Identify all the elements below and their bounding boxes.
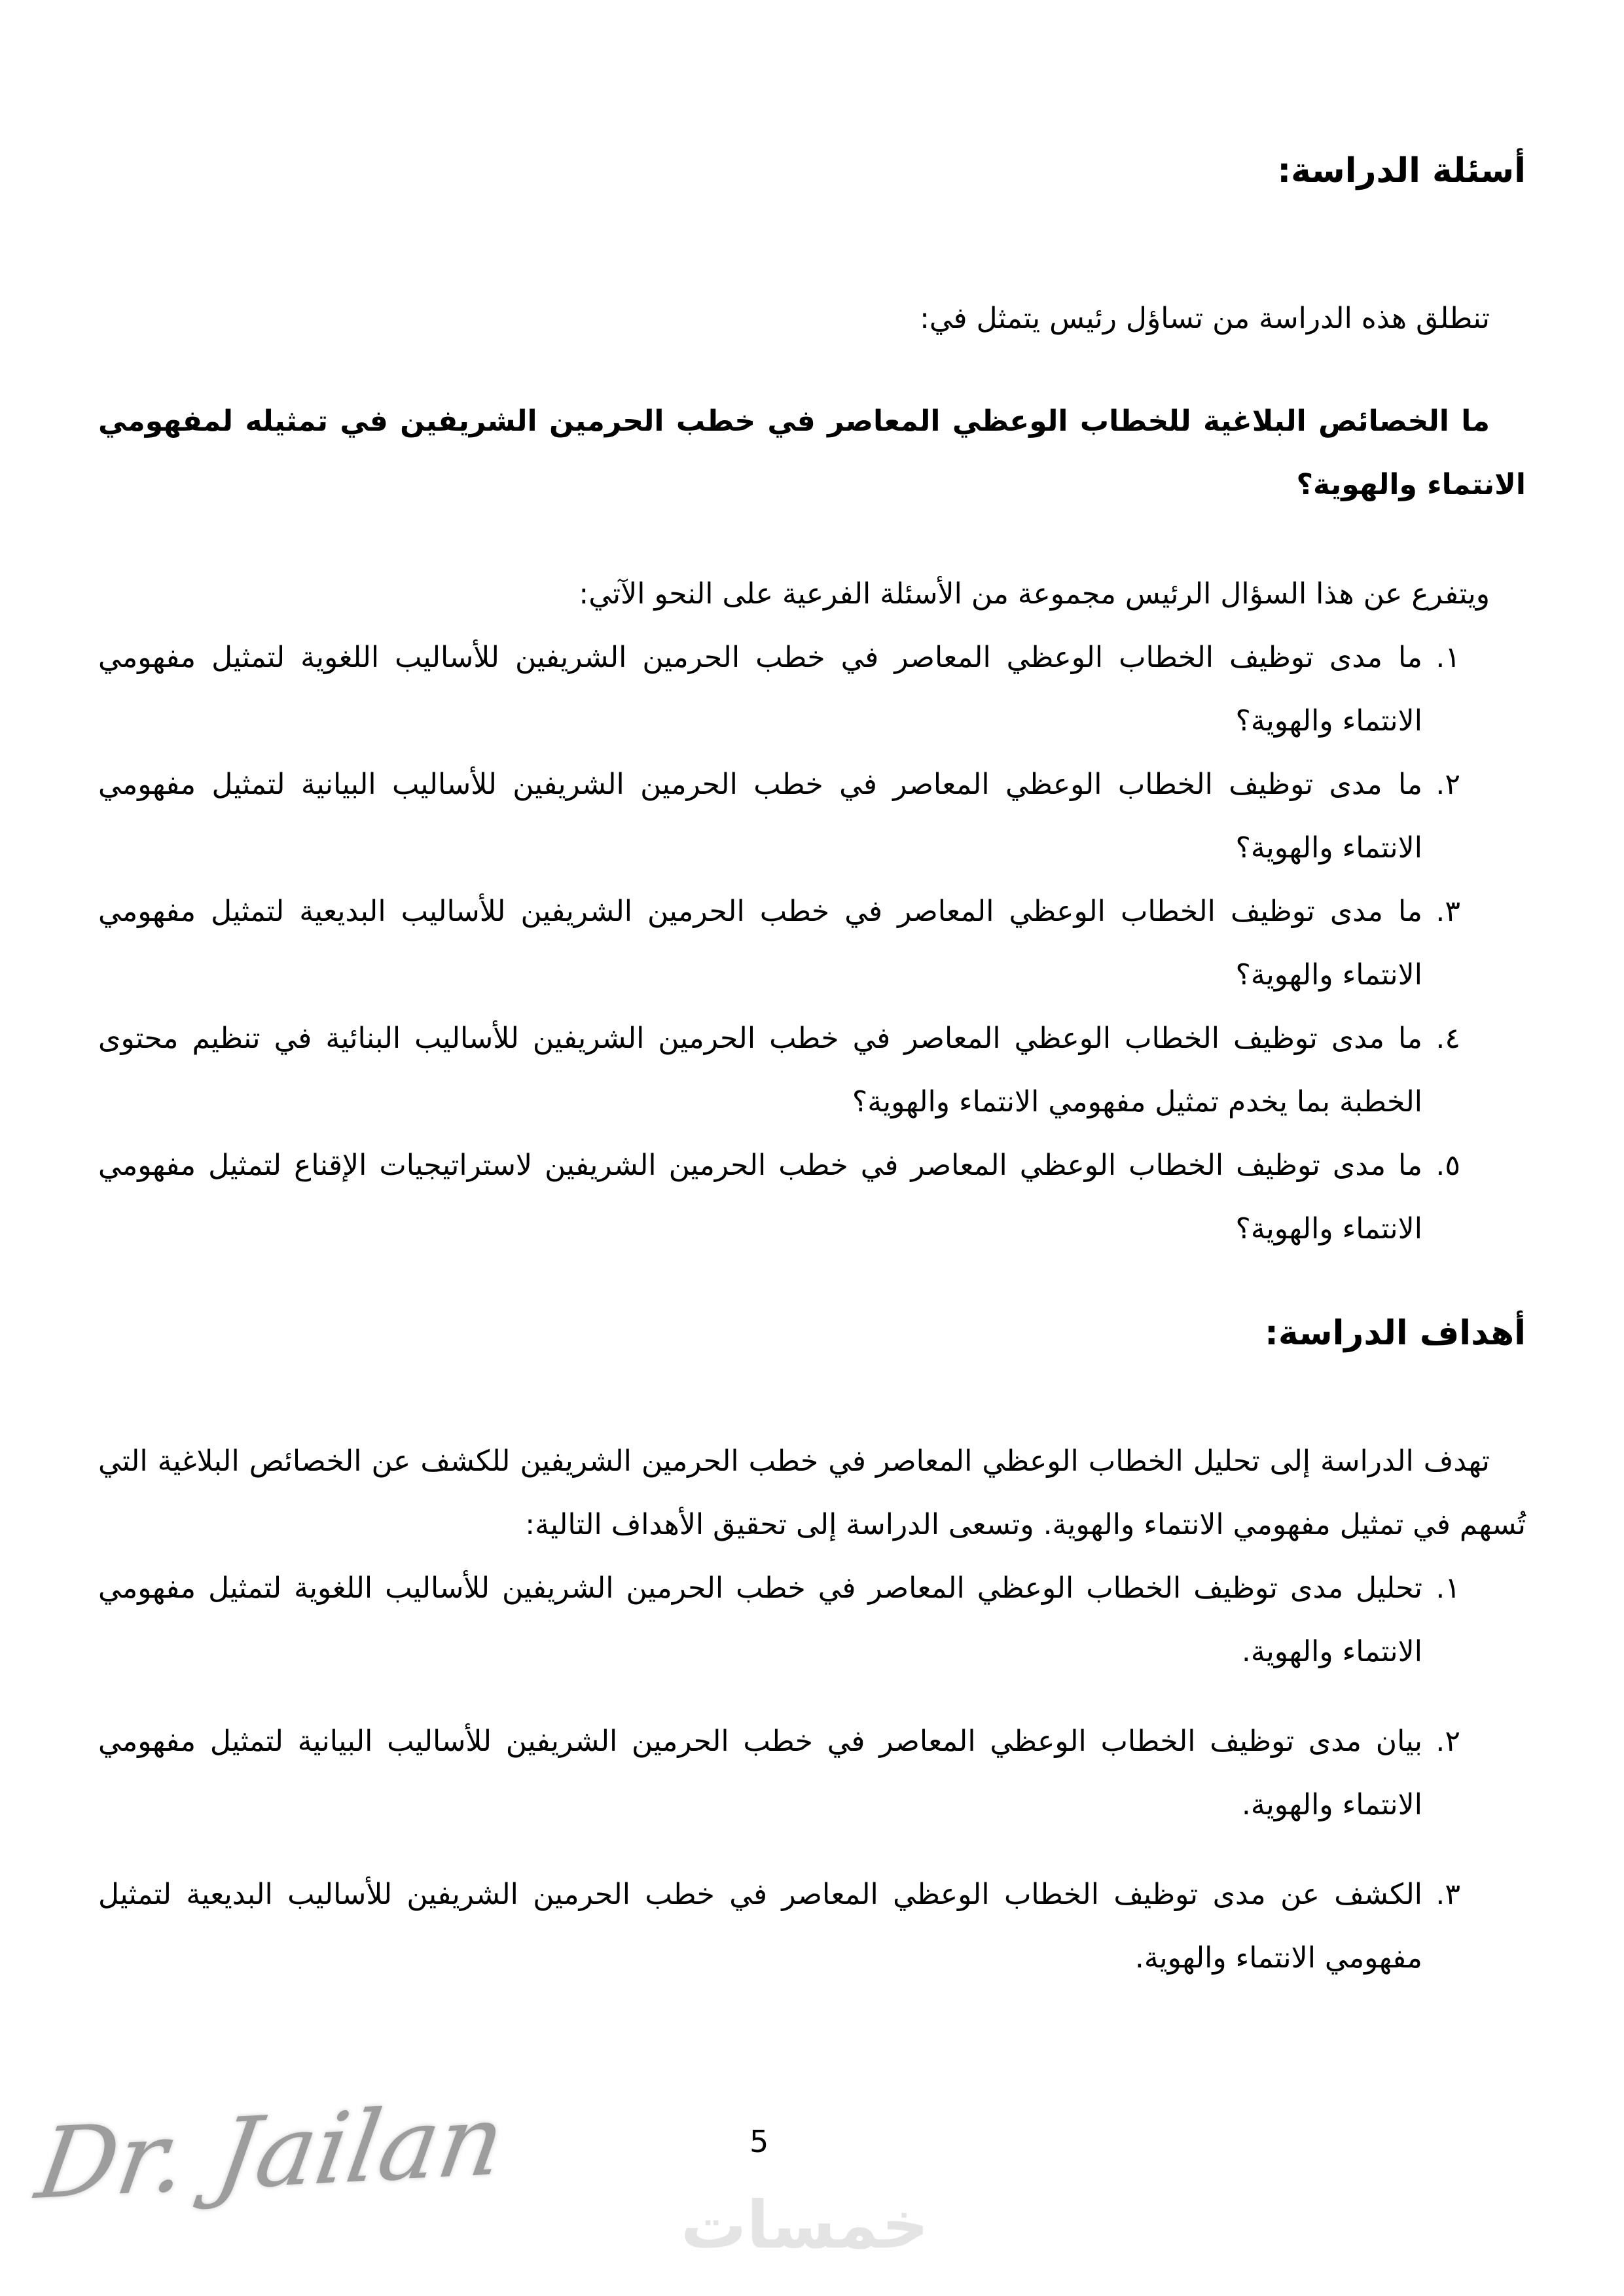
list-item-text: ما مدى توظيف الخطاب الوعظي المعاصر في خطب الحرمين الشريفين للأساليب اللغوية لتمثيل مفهومي الانتماء والهوية؟ [98, 640, 1422, 738]
main-research-question: ما الخصائص البلاغية للخطاب الوعظي المعاصر في خطب الحرمين الشريفين في تمثيله لمفهومي الانتماء والهوية؟ [98, 404, 1526, 501]
list-item-number: ١. [1435, 640, 1460, 674]
list-item-text: ما مدى توظيف الخطاب الوعظي المعاصر في خطب الحرمين الشريفين للأساليب البديعية لتمثيل مفهومي الانتماء والهوية؟ [98, 894, 1422, 992]
objectives-heading: أهداف الدراسة: [1265, 1313, 1526, 1353]
list-item-text: تحليل مدى توظيف الخطاب الوعظي المعاصر في خطب الحرمين الشريفين للأساليب اللغوية لتمثيل مفهومي الانتماء والهوية. [98, 1571, 1422, 1668]
list-item [98, 753, 1460, 880]
list-item-text: ما مدى توظيف الخطاب الوعظي المعاصر في خطب الحرمين الشريفين للأساليب البيانية لتمثيل مفهومي الانتماء والهوية؟ [98, 767, 1422, 865]
list-item-text: الكشف عن مدى توظيف الخطاب الوعظي المعاصر في خطب الحرمين الشريفين للأساليب البديعية لتمثيل مفهومي الانتماء والهوية. [98, 1877, 1422, 1975]
objectives-list [98, 1556, 1460, 1990]
list-item-number: ٣. [1435, 1877, 1460, 1911]
objectives-intro: تهدف الدراسة إلى تحليل الخطاب الوعظي المعاصر في خطب الحرمين الشريفين للكشف عن الخصائص البلاغية التي تُسهم في تمثيل مفهومي الانتماء والهوية. وتسعى الدراسة إلى تحقيق الأهداف التالية: [98, 1444, 1526, 1541]
study-questions-heading: أسئلة الدراسة: [1277, 151, 1526, 190]
list-item [98, 1710, 1460, 1837]
khamsat-logo-watermark: خمسات [681, 2187, 929, 2263]
list-item [98, 1134, 1460, 1261]
list-item [98, 880, 1460, 1007]
list-item-number: ١. [1435, 1571, 1460, 1605]
list-item-text: ما مدى توظيف الخطاب الوعظي المعاصر في خطب الحرمين الشريفين لاستراتيجيات الإقناع لتمثيل مفهومي الانتماء والهوية؟ [98, 1148, 1422, 1246]
list-item-number: ٢. [1435, 1724, 1460, 1758]
list-item [98, 626, 1460, 753]
list-item-number: ٤. [1435, 1021, 1460, 1055]
study-questions-intro: تنطلق هذه الدراسة من تساؤل رئيس يتمثل في: [920, 301, 1490, 335]
signature-watermark: Dr. Jailan [29, 2083, 513, 2221]
list-item-number: ٣. [1435, 894, 1460, 928]
list-item-text: بيان مدى توظيف الخطاب الوعظي المعاصر في خطب الحرمين الشريفين للأساليب البيانية لتمثيل مفهومي الانتماء والهوية. [98, 1724, 1422, 1821]
list-item [98, 1863, 1460, 1990]
list-item [98, 1007, 1460, 1134]
list-item [98, 1556, 1460, 1683]
sub-questions-intro: ويتفرع عن هذا السؤال الرئيس مجموعة من الأسئلة الفرعية على النحو الآتي: [579, 577, 1490, 611]
list-item-number: ٥. [1435, 1148, 1460, 1182]
list-item-number: ٢. [1435, 767, 1460, 801]
page-number: 5 [749, 2124, 769, 2159]
list-item-text: ما مدى توظيف الخطاب الوعظي المعاصر في خطب الحرمين الشريفين للأساليب البنائية في تنظيم محتوى الخطبة بما يخدم تمثيل مفهومي الانتماء والهوية؟ [98, 1021, 1422, 1119]
sub-questions-list [98, 626, 1460, 1261]
